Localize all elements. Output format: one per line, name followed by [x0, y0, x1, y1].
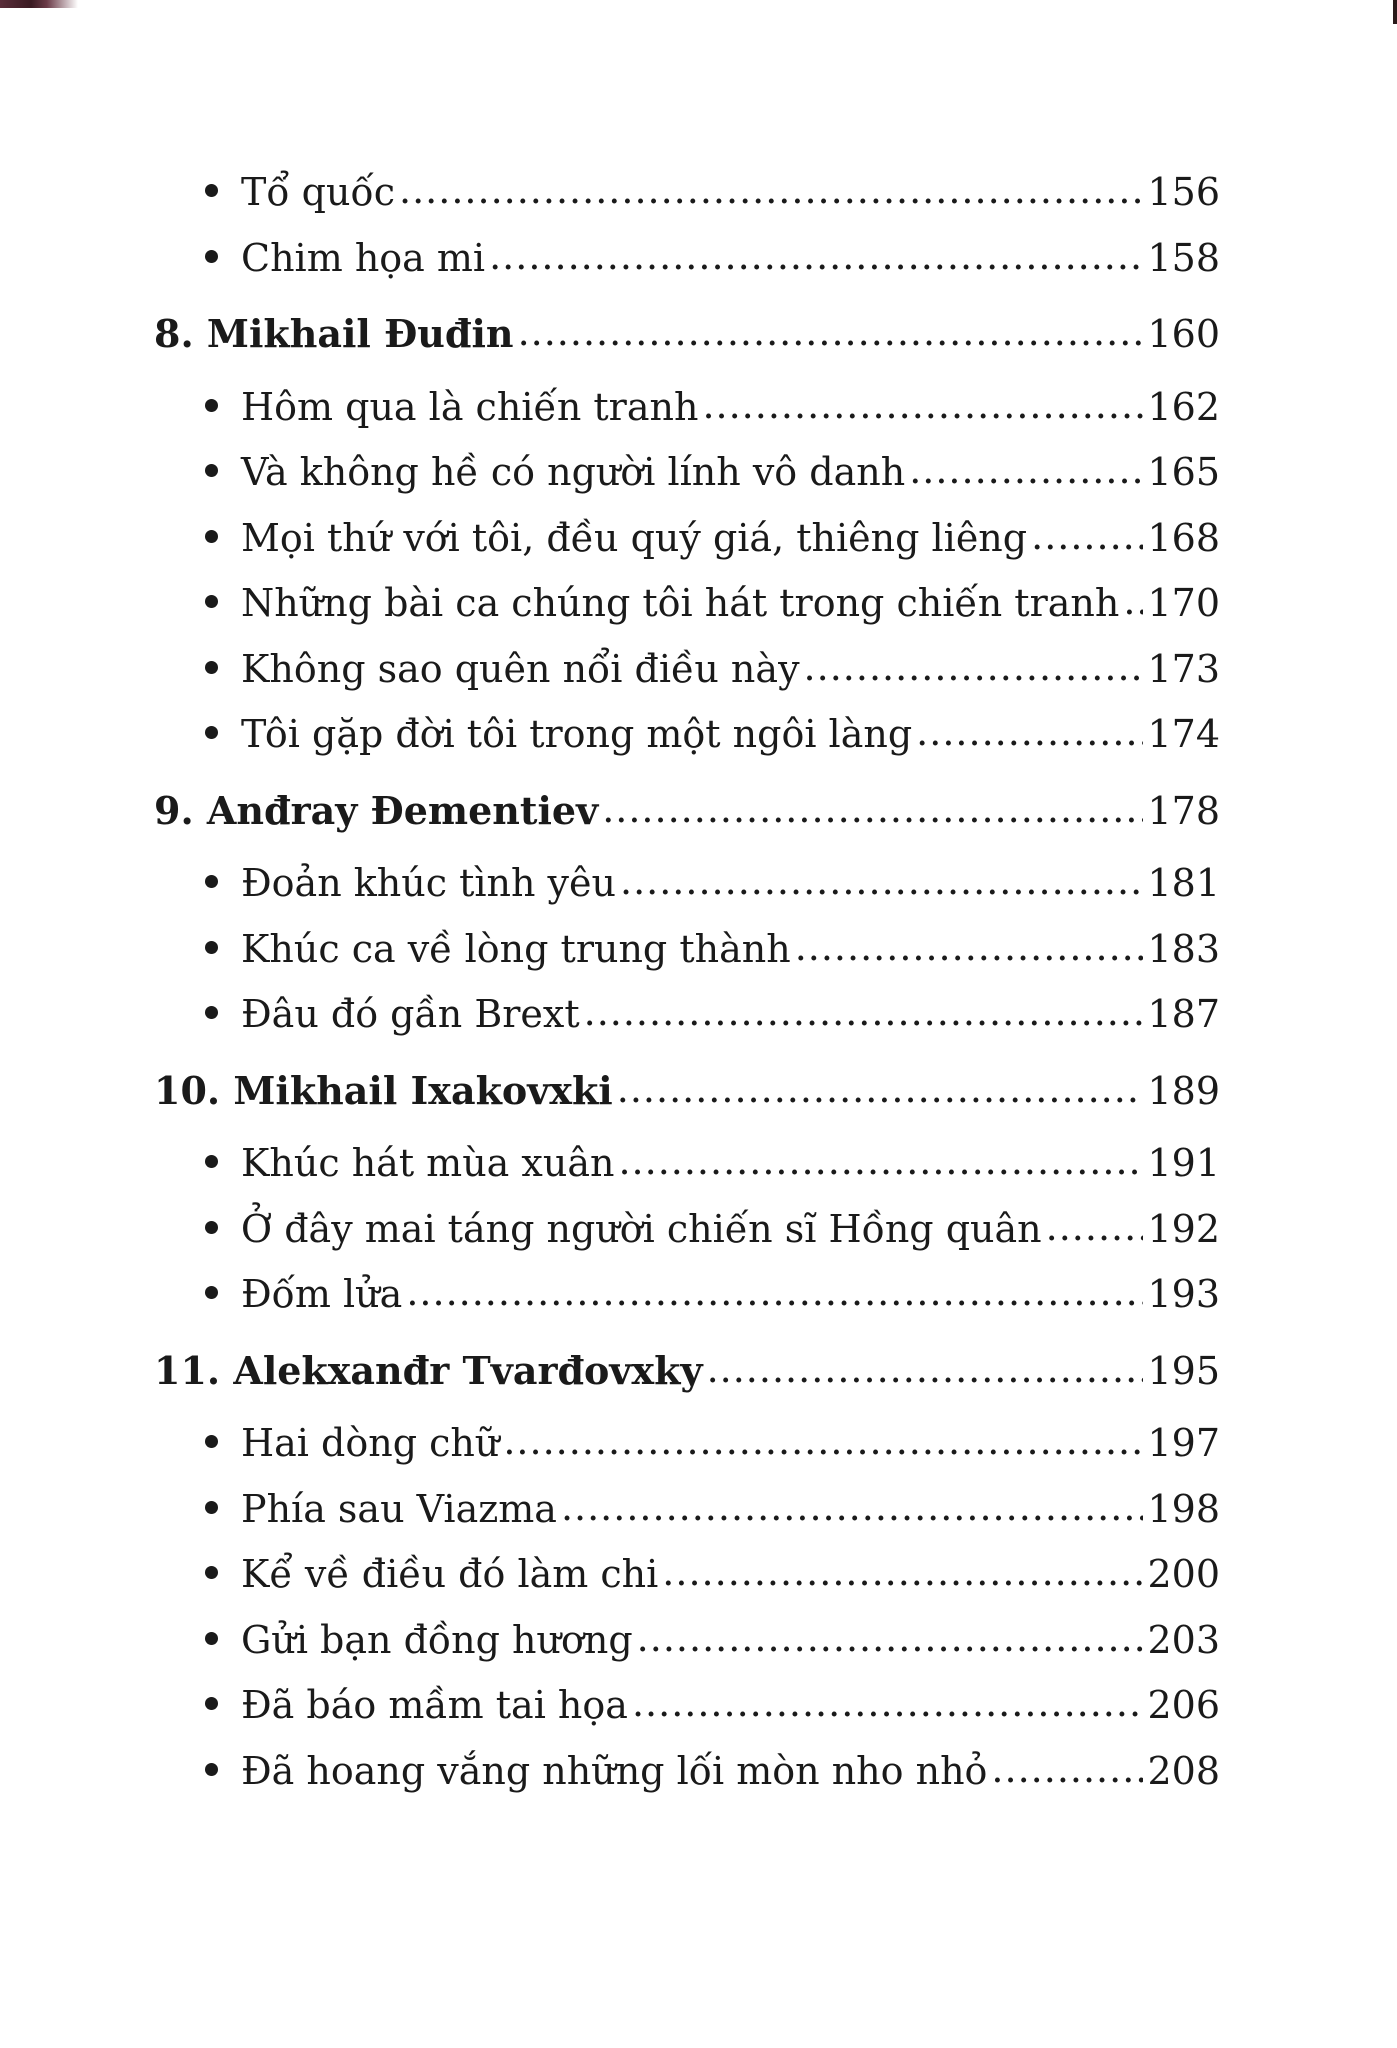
- dot-leader: [909, 438, 1143, 504]
- dot-leader: [617, 1056, 1144, 1123]
- table-of-contents: [150, 160, 1220, 1804]
- scan-edge-mark-right: [1393, 0, 1397, 24]
- toc-intro-items: [150, 160, 1220, 291]
- bullet-icon: [205, 1763, 218, 1776]
- toc-entry-title: Đâu đó gần Brext: [241, 992, 580, 1036]
- toc-entry-title: Mọi thứ với tôi, đều quý giá, thiêng liêng: [241, 515, 1028, 560]
- bullet-icon: [205, 661, 218, 674]
- bullet-icon: [205, 875, 218, 888]
- bullet-icon: [205, 250, 218, 263]
- toc-entry-page: 187: [1147, 992, 1220, 1036]
- toc-entry-page: 156: [1147, 170, 1220, 214]
- toc-entry: [150, 1608, 1220, 1674]
- bullet-icon: [205, 464, 218, 477]
- toc-entry: [150, 851, 1220, 917]
- toc-entry-title: Khúc ca về lòng trung thành: [241, 926, 791, 971]
- toc-entry-title: Gửi bạn đồng hương: [241, 1617, 633, 1662]
- toc-entry-title: Tôi gặp đời tôi trong một ngôi làng: [241, 712, 913, 756]
- toc-heading-title: 10. Mikhail Ixakovxki: [154, 1067, 613, 1113]
- toc-entry-page: 168: [1147, 515, 1220, 560]
- toc-entry: [150, 917, 1220, 983]
- dot-leader: [620, 849, 1143, 915]
- dot-leader: [662, 1540, 1143, 1606]
- toc-entry: [150, 1477, 1220, 1543]
- toc-heading-page: 189: [1147, 1068, 1220, 1113]
- dot-leader: [632, 1671, 1144, 1737]
- bullet-icon: [205, 530, 218, 543]
- toc-entry-title: Hai dòng chữ: [241, 1421, 500, 1465]
- dot-leader: [916, 700, 1143, 766]
- toc-entry: [150, 160, 1220, 226]
- toc-entry-title: Tổ quốc: [241, 170, 396, 214]
- bullet-icon: [205, 1697, 218, 1710]
- bullet-icon: [205, 399, 218, 412]
- dot-leader: [518, 299, 1144, 366]
- toc-entry-page: 181: [1147, 861, 1220, 905]
- toc-section: [150, 301, 1220, 768]
- toc-entry: [150, 1673, 1220, 1739]
- toc-entry: [150, 1131, 1220, 1197]
- toc-entry: [150, 982, 1220, 1048]
- toc-section-heading: [150, 301, 1220, 368]
- toc-entry-title: Chim họa mi: [241, 235, 486, 280]
- dot-leader: [406, 1260, 1143, 1326]
- toc-entry-page: 206: [1147, 1683, 1220, 1727]
- bullet-icon: [205, 1006, 218, 1019]
- bullet-icon: [205, 1221, 218, 1234]
- toc-entry-page: 208: [1147, 1748, 1220, 1793]
- toc-section-heading: [150, 1058, 1220, 1125]
- bullet-icon: [205, 1632, 218, 1645]
- toc-entry-page: 174: [1147, 712, 1220, 756]
- toc-entry-page: 198: [1147, 1486, 1220, 1531]
- toc-entry-title: Khúc hát mùa xuân: [241, 1141, 615, 1185]
- bullet-icon: [205, 1435, 218, 1448]
- toc-entry: [150, 1411, 1220, 1477]
- toc-entry-title: Kể về điều đó làm chi: [241, 1552, 659, 1596]
- toc-entry-page: 173: [1147, 646, 1220, 691]
- toc-entry-title: Đã báo mầm tai họa: [241, 1683, 628, 1727]
- toc-entry-page: 200: [1147, 1552, 1220, 1596]
- dot-leader: [707, 1336, 1144, 1403]
- bullet-icon: [205, 595, 218, 608]
- bullet-icon: [205, 1501, 218, 1514]
- toc-entry: [150, 375, 1220, 441]
- toc-section-heading: [150, 1338, 1220, 1405]
- dot-leader: [584, 980, 1144, 1046]
- toc-entry-page: 192: [1147, 1206, 1220, 1251]
- toc-entry-page: 162: [1147, 384, 1220, 429]
- bullet-icon: [205, 1155, 218, 1168]
- toc-entry-title: Không sao quên nổi điều này: [241, 646, 800, 691]
- toc-entry-page: 203: [1147, 1617, 1220, 1662]
- toc-entry-title: Ở đây mai táng người chiến sĩ Hồng quân: [241, 1206, 1042, 1251]
- toc-entry-page: 193: [1147, 1272, 1220, 1316]
- toc-entry-title: Đã hoang vắng những lối mòn nho nhỏ: [241, 1748, 988, 1793]
- toc-section: [150, 1058, 1220, 1328]
- toc-entry-page: 183: [1147, 926, 1220, 971]
- bullet-icon: [205, 941, 218, 954]
- toc-entry: [150, 571, 1220, 637]
- toc-entry: [150, 1262, 1220, 1328]
- toc-entry-title: Những bài ca chúng tôi hát trong chiến tranh: [241, 581, 1120, 625]
- toc-entry-page: 170: [1147, 581, 1220, 625]
- toc-entry: [150, 440, 1220, 506]
- toc-entry: [150, 226, 1220, 292]
- toc-entry: [150, 702, 1220, 768]
- toc-entry: [150, 1197, 1220, 1263]
- toc-heading-page: 195: [1147, 1348, 1220, 1393]
- dot-leader: [1031, 504, 1143, 570]
- toc-heading-page: 178: [1147, 788, 1220, 833]
- toc-entry-title: Đốm lửa: [241, 1272, 403, 1316]
- dot-leader: [702, 373, 1143, 439]
- toc-entry-title: Và không hề có người lính vô danh: [241, 450, 906, 494]
- toc-entry: [150, 637, 1220, 703]
- dot-leader: [399, 158, 1143, 224]
- dot-leader: [804, 635, 1144, 701]
- toc-entry-page: 197: [1147, 1421, 1220, 1465]
- toc-heading-page: 160: [1147, 312, 1220, 356]
- dot-leader: [637, 1606, 1144, 1672]
- toc-entry: [150, 506, 1220, 572]
- toc-section: [150, 778, 1220, 1048]
- bullet-icon: [205, 184, 218, 197]
- toc-entry-page: 158: [1147, 235, 1220, 280]
- toc-entry: [150, 1542, 1220, 1608]
- toc-entry-page: 165: [1147, 450, 1220, 494]
- dot-leader: [489, 224, 1143, 290]
- toc-heading-title: 11. Alekxanđr Tvarđovxky: [154, 1347, 703, 1393]
- toc-heading-title: 8. Mikhail Đuđin: [154, 311, 514, 356]
- bullet-icon: [205, 1566, 218, 1579]
- dot-leader: [602, 776, 1143, 843]
- dot-leader: [561, 1475, 1144, 1541]
- dot-leader: [503, 1409, 1143, 1475]
- dot-leader: [1123, 569, 1143, 635]
- dot-leader: [618, 1129, 1143, 1195]
- toc-entry-title: Hôm qua là chiến tranh: [241, 384, 699, 429]
- toc-entry-page: 191: [1147, 1141, 1220, 1185]
- toc-section-heading: [150, 778, 1220, 845]
- toc-section: [150, 1338, 1220, 1805]
- toc-entry: [150, 1739, 1220, 1805]
- bullet-icon: [205, 726, 218, 739]
- dot-leader: [1046, 1195, 1144, 1261]
- toc-entry-title: Phía sau Viazma: [241, 1486, 557, 1531]
- dot-leader: [991, 1737, 1143, 1803]
- bullet-icon: [205, 1286, 218, 1299]
- scan-edge-mark: [0, 0, 78, 8]
- toc-entry-title: Đoản khúc tình yêu: [241, 861, 616, 905]
- toc-heading-title: 9. Anđray Đementiev: [154, 787, 599, 833]
- dot-leader: [795, 915, 1144, 981]
